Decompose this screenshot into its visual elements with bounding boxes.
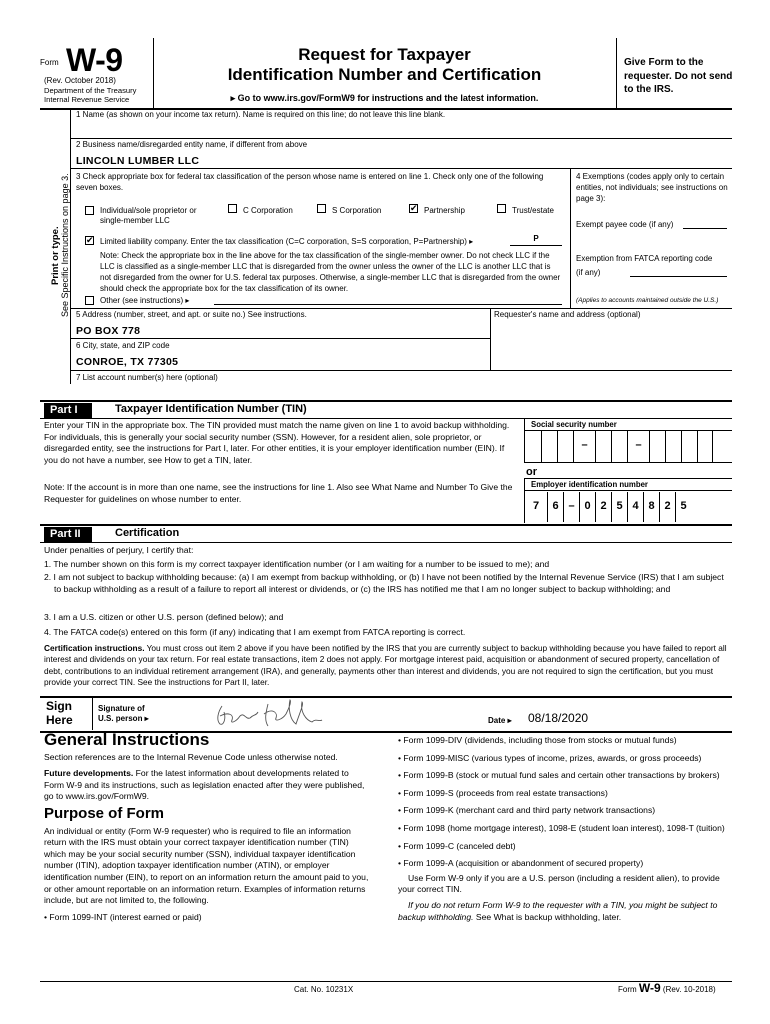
s-corp-label: S Corporation — [332, 206, 382, 215]
signature-field[interactable] — [160, 698, 476, 730]
sign-label: Sign — [46, 699, 72, 713]
bullet-1099-misc: • Form 1099-MISC (various types of income, prizes, awards, or gross proceeds) — [398, 752, 702, 763]
other-checkbox[interactable] — [85, 296, 94, 305]
llc-checkbox[interactable]: ✔ — [86, 235, 94, 245]
revision-date: (Rev. October 2018) — [44, 76, 116, 85]
part1-note: Note: If the account is in more than one name, see the instructions for line 1. Also see What Name and Number To Give the Requester for guidelines on whose number to enter. — [44, 482, 513, 504]
ssn-box[interactable] — [524, 418, 732, 463]
purpose-heading: Purpose of Form — [44, 804, 165, 822]
signature-scribble — [160, 698, 476, 730]
see-specific-instructions-label: See Specific Instructions on page 3. — [60, 173, 70, 317]
ssn-label: Social security number — [525, 418, 732, 431]
general-instructions-left — [44, 730, 369, 928]
ein-label: Employer identification number — [525, 478, 732, 491]
ssn-digit[interactable] — [681, 431, 697, 462]
ssn-digit[interactable] — [557, 431, 573, 462]
requester-field[interactable] — [494, 322, 730, 368]
trust-checkbox[interactable] — [497, 204, 506, 213]
signature-label-2: U.S. person ▸ — [98, 714, 149, 723]
ein-digit[interactable]: 0 — [579, 492, 595, 522]
line4-label: 4 Exemptions (codes apply only to certain entities, not individuals; see instructions on page 3): — [576, 172, 728, 203]
part2-intro: Under penalties of perjury, I certify that: — [44, 545, 194, 555]
ein-digit[interactable]: 7 — [532, 500, 540, 512]
line5-label: 5 Address (number, street, and apt. or suite no.) See instructions. — [76, 310, 307, 319]
irs-name: Internal Revenue Service — [44, 95, 130, 104]
bullet-1098: • Form 1098 (home mortgage interest), 1098-E (student loan interest), 1098-T (tuition) — [398, 822, 725, 833]
cert-instructions: Certification instructions. You must cross out item 2 above if you have been notified by the IRS that you are currently subject to backup withholding because you have failed to report all interest and dividends on your tax return. For real estate transactions, item 2 does not apply. For mortgage interest paid, acquisition or abandonment of secured property, cancellation of debt, contributions to an individual retirement arrangement (IRA), and generally, payments other than interest and dividends, you are not required to sign the certification, but you must provide your correct TIN. See the instructions for Part II, later. — [44, 643, 727, 688]
part2-title: Certification — [115, 527, 180, 539]
line6-label: 6 City, state, and ZIP code — [76, 341, 170, 350]
llc-label: Limited liability company. Enter the tax classification (C=C corporation, S=S corporation, P=Partnership) ▸ — [100, 237, 474, 246]
form-word: Form — [40, 58, 59, 67]
bullet-1099-s: • Form 1099-S (proceeds from real estate transactions) — [398, 787, 608, 798]
ein-digit[interactable]: 8 — [643, 492, 659, 522]
exempt-payee-label: Exempt payee code (if any) — [576, 220, 674, 229]
bullet-1099-c: • Form 1099-C (canceled debt) — [398, 840, 516, 851]
department: Department of the Treasury — [44, 86, 137, 95]
form-number: W-9 — [66, 42, 123, 78]
signature-label-1: Signature of — [98, 704, 145, 713]
part1-text: Enter your TIN in the appropriate box. The TIN provided must match the name given on line 1 to avoid backup withholding. For individuals, this is generally your social security number (SSN). However, for a resident alien, sole proprietor, or disregarded entity, see the instructions for Part I, later. For other entities, it is your employer identification number (EIN). If you do not have a number, see How to get a TIN, later. — [44, 420, 510, 465]
date-label: Date ▸ — [488, 716, 512, 725]
other-field[interactable] — [214, 294, 562, 305]
c-corp-label: C Corporation — [243, 206, 293, 215]
other-label: Other (see instructions) ▸ — [100, 296, 190, 305]
ssn-digit[interactable] — [595, 431, 611, 462]
purpose-text: An individual or entity (Form W-9 requester) who is required to file an information return with the IRS must obtain your correct taxpayer identification number (TIN) which may be your social security number (SSN), individual taxpayer identification number (ITIN), adoption taxpayer identification number (ATIN), or employer identification number (EIN), to report on an information return the amount paid to you, or other amount reportable on an information return. Examples of information returns include, but are not limited to, the following. — [44, 825, 369, 906]
ein-digit[interactable]: 4 — [627, 492, 643, 522]
ssn-dash: – — [627, 431, 649, 462]
general-instructions-heading: General Instructions — [44, 730, 210, 749]
llc-classification-field[interactable]: P — [510, 234, 562, 246]
individual-checkbox[interactable] — [85, 206, 94, 215]
business-name-field[interactable]: LINCOLN LUMBER LLC — [76, 155, 200, 167]
line1-name-field[interactable] — [76, 121, 726, 137]
date-field[interactable]: 08/18/2020 — [528, 711, 589, 725]
cert-item-4: 4. The FATCA code(s) entered on this form (if any) indicating that I am exempt from FATCA reporting is correct. — [44, 627, 466, 637]
ein-box[interactable] — [524, 478, 732, 523]
fatca-applies-note: (Applies to accounts maintained outside the U.S.) — [576, 297, 719, 304]
bullet-1099-k: • Form 1099-K (merchant card and third party network transactions) — [398, 805, 656, 816]
part1-title: Taxpayer Identification Number (TIN) — [115, 403, 307, 415]
cert-item-1: 1. The number shown on this form is my correct taxpayer identification number (or I am waiting for a number to be issued to me); and — [44, 559, 550, 569]
ssn-digit[interactable] — [697, 431, 713, 462]
bullet-1099-b: • Form 1099-B (stock or mutual fund sales and certain other transactions by brokers) — [398, 770, 720, 781]
form-1099-int-bullet: • Form 1099-INT (interest earned or paid) — [44, 911, 202, 922]
here-label: Here — [46, 713, 73, 727]
catalog-number: Cat. No. 10231X — [294, 985, 354, 994]
cert-item-3: 3. I am a U.S. citizen or other U.S. person (defined below); and — [44, 612, 284, 622]
line3-label: 3 Check appropriate box for federal tax classification of the person whose name is entered on line 1. Check only one of the following seven boxes. — [76, 172, 544, 192]
part2-label: Part II — [44, 527, 92, 542]
requester-label: Requester's name and address (optional) — [494, 310, 641, 319]
if-not-return-text: If you do not return Form W-9 to the requester with a TIN, you might be subject to backup withholding. See What is backup withholding, later. — [398, 899, 718, 922]
ein-digit[interactable]: 2 — [595, 492, 611, 522]
ssn-digit[interactable] — [665, 431, 681, 462]
ssn-digit[interactable] — [525, 431, 541, 462]
ein-dash: – — [563, 492, 579, 522]
future-developments: Future developments. For the latest information about developments related to Form W-9 and its instructions, such as legislation enacted after they were published, go to www.irs.gov/FormW9. — [44, 768, 365, 802]
account-numbers-field[interactable] — [76, 384, 726, 398]
bullet-1099-div: • Form 1099-DIV (dividends, including those from stocks or mutual funds) — [398, 735, 677, 745]
address-field[interactable]: PO BOX 778 — [76, 325, 141, 337]
bullet-1099-a: • Form 1099-A (acquisition or abandonment of secured property) — [398, 858, 644, 869]
ssn-digit[interactable] — [649, 431, 665, 462]
ein-digit[interactable]: 6 — [547, 492, 563, 522]
ssn-digit[interactable] — [541, 431, 557, 462]
line7-label: 7 List account number(s) here (optional) — [76, 373, 218, 382]
ein-digit[interactable]: 2 — [659, 492, 675, 522]
individual-label: Individual/sole proprietor or single-member LLC — [100, 206, 197, 225]
use-form-text: Use Form W-9 only if you are a U.S. person (including a resident alien), to provide your correct TIN. — [398, 872, 720, 895]
c-corp-checkbox[interactable] — [228, 204, 237, 213]
sections-reference: Section references are to the Internal Revenue Code unless otherwise noted. — [44, 751, 338, 762]
give-form-note: Give Form to the requester. Do not send to the IRS. — [624, 57, 733, 95]
line1-label: 1 Name (as shown on your income tax return). Name is required on this line; do not leave this line blank. — [76, 110, 446, 119]
exempt-payee-field[interactable] — [683, 218, 727, 229]
general-instructions-right — [398, 735, 728, 923]
ssn-digit[interactable] — [611, 431, 627, 462]
goto-instructions: ▸ Go to www.irs.gov/FormW9 for instructions and the latest information. — [230, 93, 539, 103]
ssn-dash: – — [573, 431, 595, 462]
trust-label: Trust/estate — [512, 206, 554, 215]
s-corp-checkbox[interactable] — [317, 204, 326, 213]
city-state-zip-field[interactable]: CONROE, TX 77305 — [76, 356, 179, 368]
partnership-label: Partnership — [424, 206, 465, 215]
cert-item-2: 2. I am not subject to backup withholding because: (a) I am exempt from backup withholding, or (b) I have not been notified by the Internal Revenue Service (IRS) that I am subject to backup withholding as a result of a failure to report all interest or dividends, or (c) the IRS has notified me that I am no longer subject to backup withholding; and — [44, 572, 724, 594]
line2-label: 2 Business name/disregarded entity name, if different from above — [76, 140, 308, 149]
form-title-line2: Identification Number and Certification — [227, 65, 542, 84]
form-title-line1: Request for Taxpayer — [298, 45, 471, 64]
ein-digit[interactable]: 5 — [611, 492, 627, 522]
ein-digit[interactable]: 5 — [675, 492, 691, 522]
or-label: or — [526, 466, 537, 478]
partnership-checkbox[interactable]: ✔ — [410, 203, 418, 213]
fatca-label: Exemption from FATCA reporting code (if any) — [576, 254, 713, 277]
llc-note: Note: Check the appropriate box in the line above for the tax classification of the single-member owner. Do not check LLC if the LLC is classified as a single-member LLC that is disregarded from the owner unless the owner of the LLC is another LLC that is not disregarded from the owner for U.S. federal tax purposes. Otherwise, a single-member LLC that is disregarded from the owner should check the appropriate box for the tax classification of its owner. — [100, 251, 561, 293]
footer-form: Form W-9 (Rev. 10-2018) — [618, 981, 716, 995]
print-or-type-label: Print or type. — [50, 226, 61, 285]
fatca-field[interactable] — [630, 266, 727, 277]
part1-label: Part I — [44, 403, 92, 418]
